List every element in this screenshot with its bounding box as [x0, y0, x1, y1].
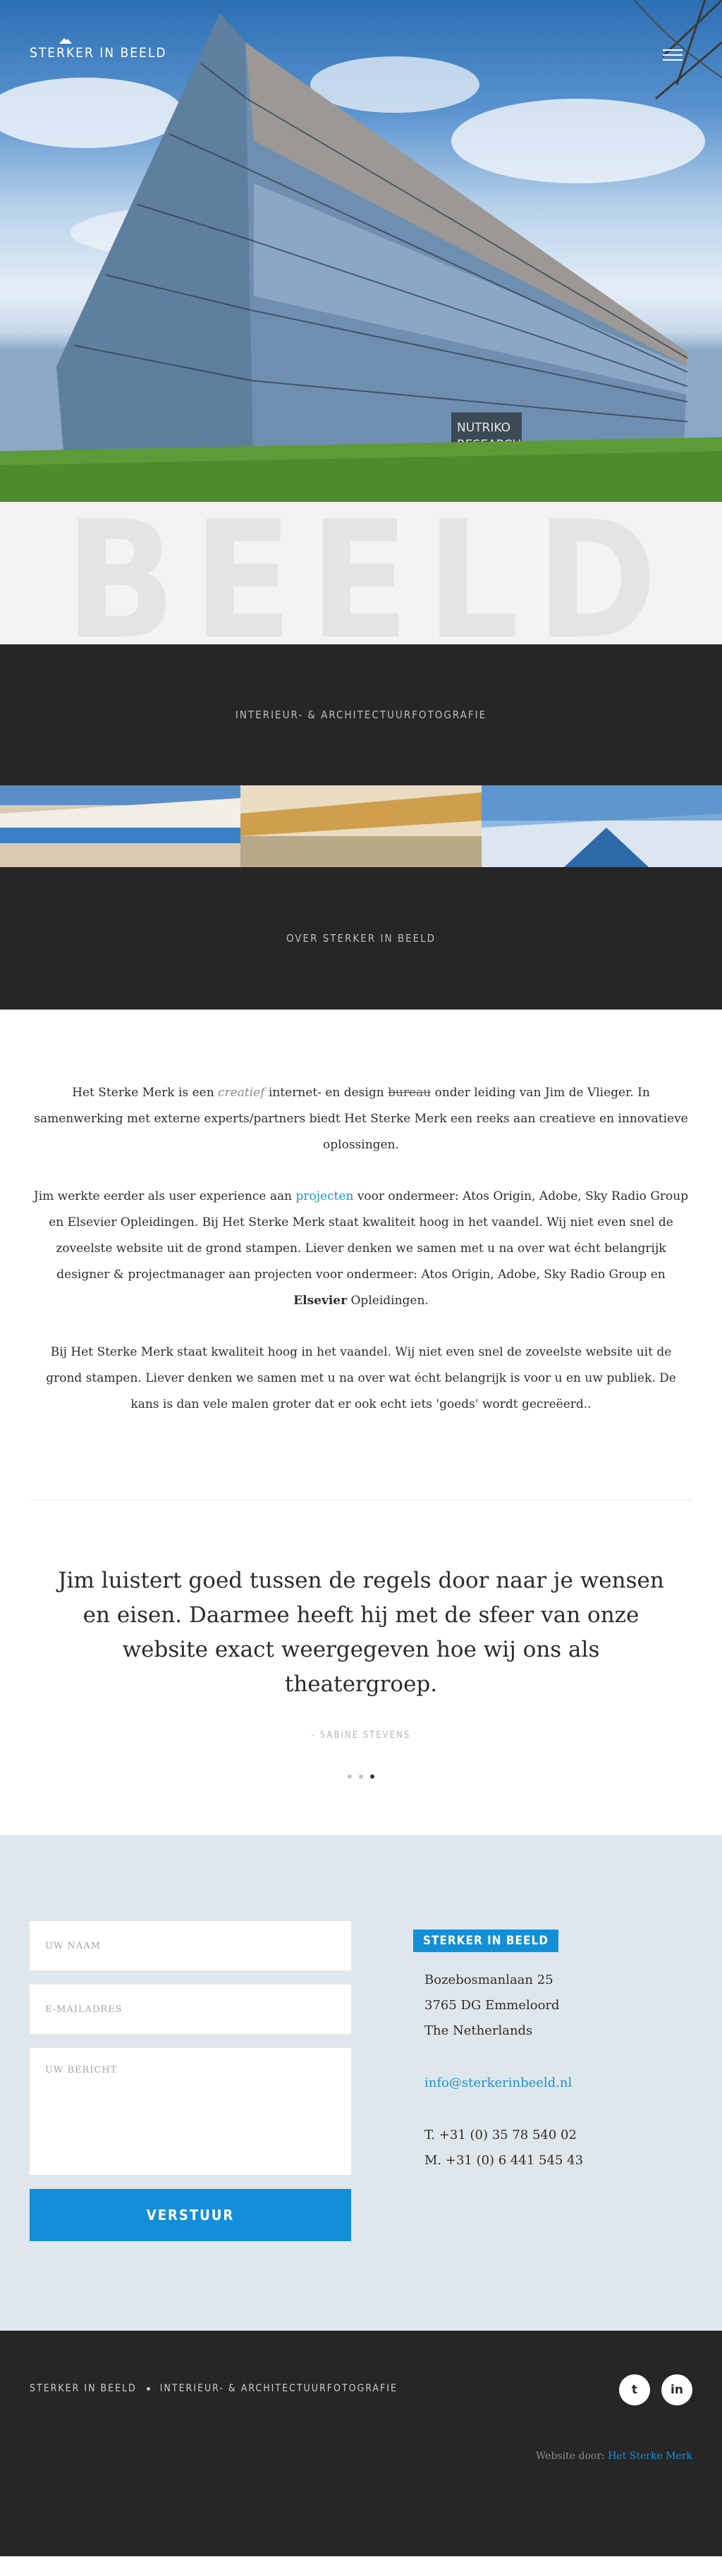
- address-city: 3765 DG Emmeloord: [424, 1998, 560, 2013]
- site-credit: [536, 2451, 692, 2462]
- about-paragraph-2: [31, 1184, 691, 1314]
- mobile-number: M. +31 (0) 6 441 545 43: [424, 2153, 584, 2168]
- text: onder leiding van Jim de Vlieger. In samenwerking met externe experts/partners biedt Het Sterke Merk een reeks aan creatieve en innovatieve oplossingen.: [34, 1086, 688, 1152]
- twitter-icon[interactable]: t: [619, 2374, 650, 2405]
- testimonial-pagination: [56, 1774, 666, 1779]
- address-lines: [413, 1968, 583, 2173]
- phone-number: T. +31 (0) 35 78 540 02: [424, 2128, 577, 2142]
- message-textarea[interactable]: UW BERICHT: [30, 2048, 351, 2175]
- beeld-band: [0, 502, 722, 644]
- email-link[interactable]: info@sterkerinbeeld.nl: [424, 2075, 573, 2090]
- text: Jim werkte eerder als user experience aan: [33, 1189, 296, 1203]
- beeld-letter: E: [309, 502, 410, 644]
- address-country: The Netherlands: [424, 2023, 533, 2038]
- linkedin-icon[interactable]: in: [661, 2374, 692, 2405]
- pagination-dot-active[interactable]: [370, 1774, 374, 1779]
- hamburger-icon[interactable]: [663, 49, 683, 62]
- beeld-letter: B: [64, 502, 176, 644]
- beeld-letter: L: [426, 502, 520, 644]
- address-block: [413, 1921, 583, 2331]
- text: internet- en design: [264, 1086, 388, 1100]
- testimonial-author: - SABINE STEVENS: [311, 1730, 411, 1741]
- beeld-letters: [0, 502, 722, 644]
- testimonial: [0, 1500, 722, 1835]
- footer: [0, 2331, 722, 2556]
- footer-brand: [30, 2383, 692, 2394]
- projects-link[interactable]: projecten: [295, 1189, 354, 1203]
- about-section: [0, 1010, 722, 1499]
- about-paragraph-1: [31, 1080, 691, 1158]
- logo-text: STERKER IN BEELD: [30, 45, 167, 61]
- email-input[interactable]: E-MAILADRES: [30, 1985, 351, 2034]
- emphasis-text: creatief: [218, 1086, 265, 1100]
- about-heading: OVER STERKER IN BEELD: [286, 932, 436, 945]
- testimonial-quote: Jim luistert goed tussen de regels door naar je wensen en eisen. Daarmee heeft hij met de sfeer van onze website exact weergegeven hoe wij ons als theatergroep.: [58, 1568, 664, 1697]
- pagination-dot[interactable]: [348, 1774, 352, 1779]
- tagline-text: INTERIEUR- & ARCHITECTUURFOTOGRAFIE: [235, 709, 487, 721]
- pagination-dot[interactable]: [359, 1774, 363, 1779]
- text: Opleidingen.: [347, 1294, 429, 1308]
- beeld-letter: D: [536, 502, 657, 644]
- credit-prefix: Website door:: [536, 2451, 608, 2462]
- text: voor ondermeer: Atos Origin, Adobe, Sky Radio Group en Elsevier Opleidingen. Bij Het Sterke Merk staat kwaliteit hoog in het vaandel. Wij niet even snel de zoveelste website uit de grond stampen. Liever denken we samen met u na over wat écht belangrijk designer & projectmanager aan projecten voor ondermeer: Atos Origin, Adobe, Sky Radio Group en: [49, 1189, 689, 1282]
- name-input[interactable]: UW NAAM: [30, 1921, 351, 1970]
- about-heading-band: [0, 867, 722, 1010]
- photo-strip[interactable]: [0, 785, 722, 867]
- social-links: [619, 2374, 692, 2405]
- address-street: Bozebosmanlaan 25: [424, 1973, 553, 1987]
- credit-link[interactable]: Het Sterke Merk: [608, 2451, 692, 2462]
- strikethrough-text: bureau: [388, 1086, 432, 1100]
- footer-brand-name: STERKER IN BEELD: [30, 2383, 137, 2394]
- hero-building-photo: [0, 0, 722, 502]
- site-logo[interactable]: [30, 45, 167, 61]
- beeld-letter: E: [192, 502, 293, 644]
- photo-strip-images: [0, 785, 722, 867]
- bullet-separator: [147, 2387, 150, 2391]
- text: Het Sterke Merk is een: [72, 1086, 219, 1100]
- contact-form: [30, 1921, 351, 2331]
- building-sign-line1: NUTRIKO: [457, 421, 510, 435]
- address-badge: STERKER IN BEELD: [413, 1930, 558, 1952]
- contact-section: [0, 1835, 722, 2331]
- submit-button[interactable]: VERSTUUR: [30, 2189, 351, 2241]
- about-paragraph-3: Bij Het Sterke Merk staat kwaliteit hoog in het vaandel. Wij niet even snel de zoveelste website uit de grond stampen. Liever denken we samen met u na over wat écht belangrijk is voor u en uw publiek. De kans is dan vele malen groter dat er ook echt iets 'goeds' wordt gecreëerd..: [46, 1345, 676, 1411]
- footer-tagline: INTERIEUR- & ARCHITECTUURFOTOGRAFIE: [159, 2383, 398, 2394]
- hero-banner: [0, 0, 722, 502]
- tagline-band: [0, 644, 722, 785]
- mountain-icon: [59, 37, 72, 44]
- bold-text: Elsevier: [293, 1294, 348, 1308]
